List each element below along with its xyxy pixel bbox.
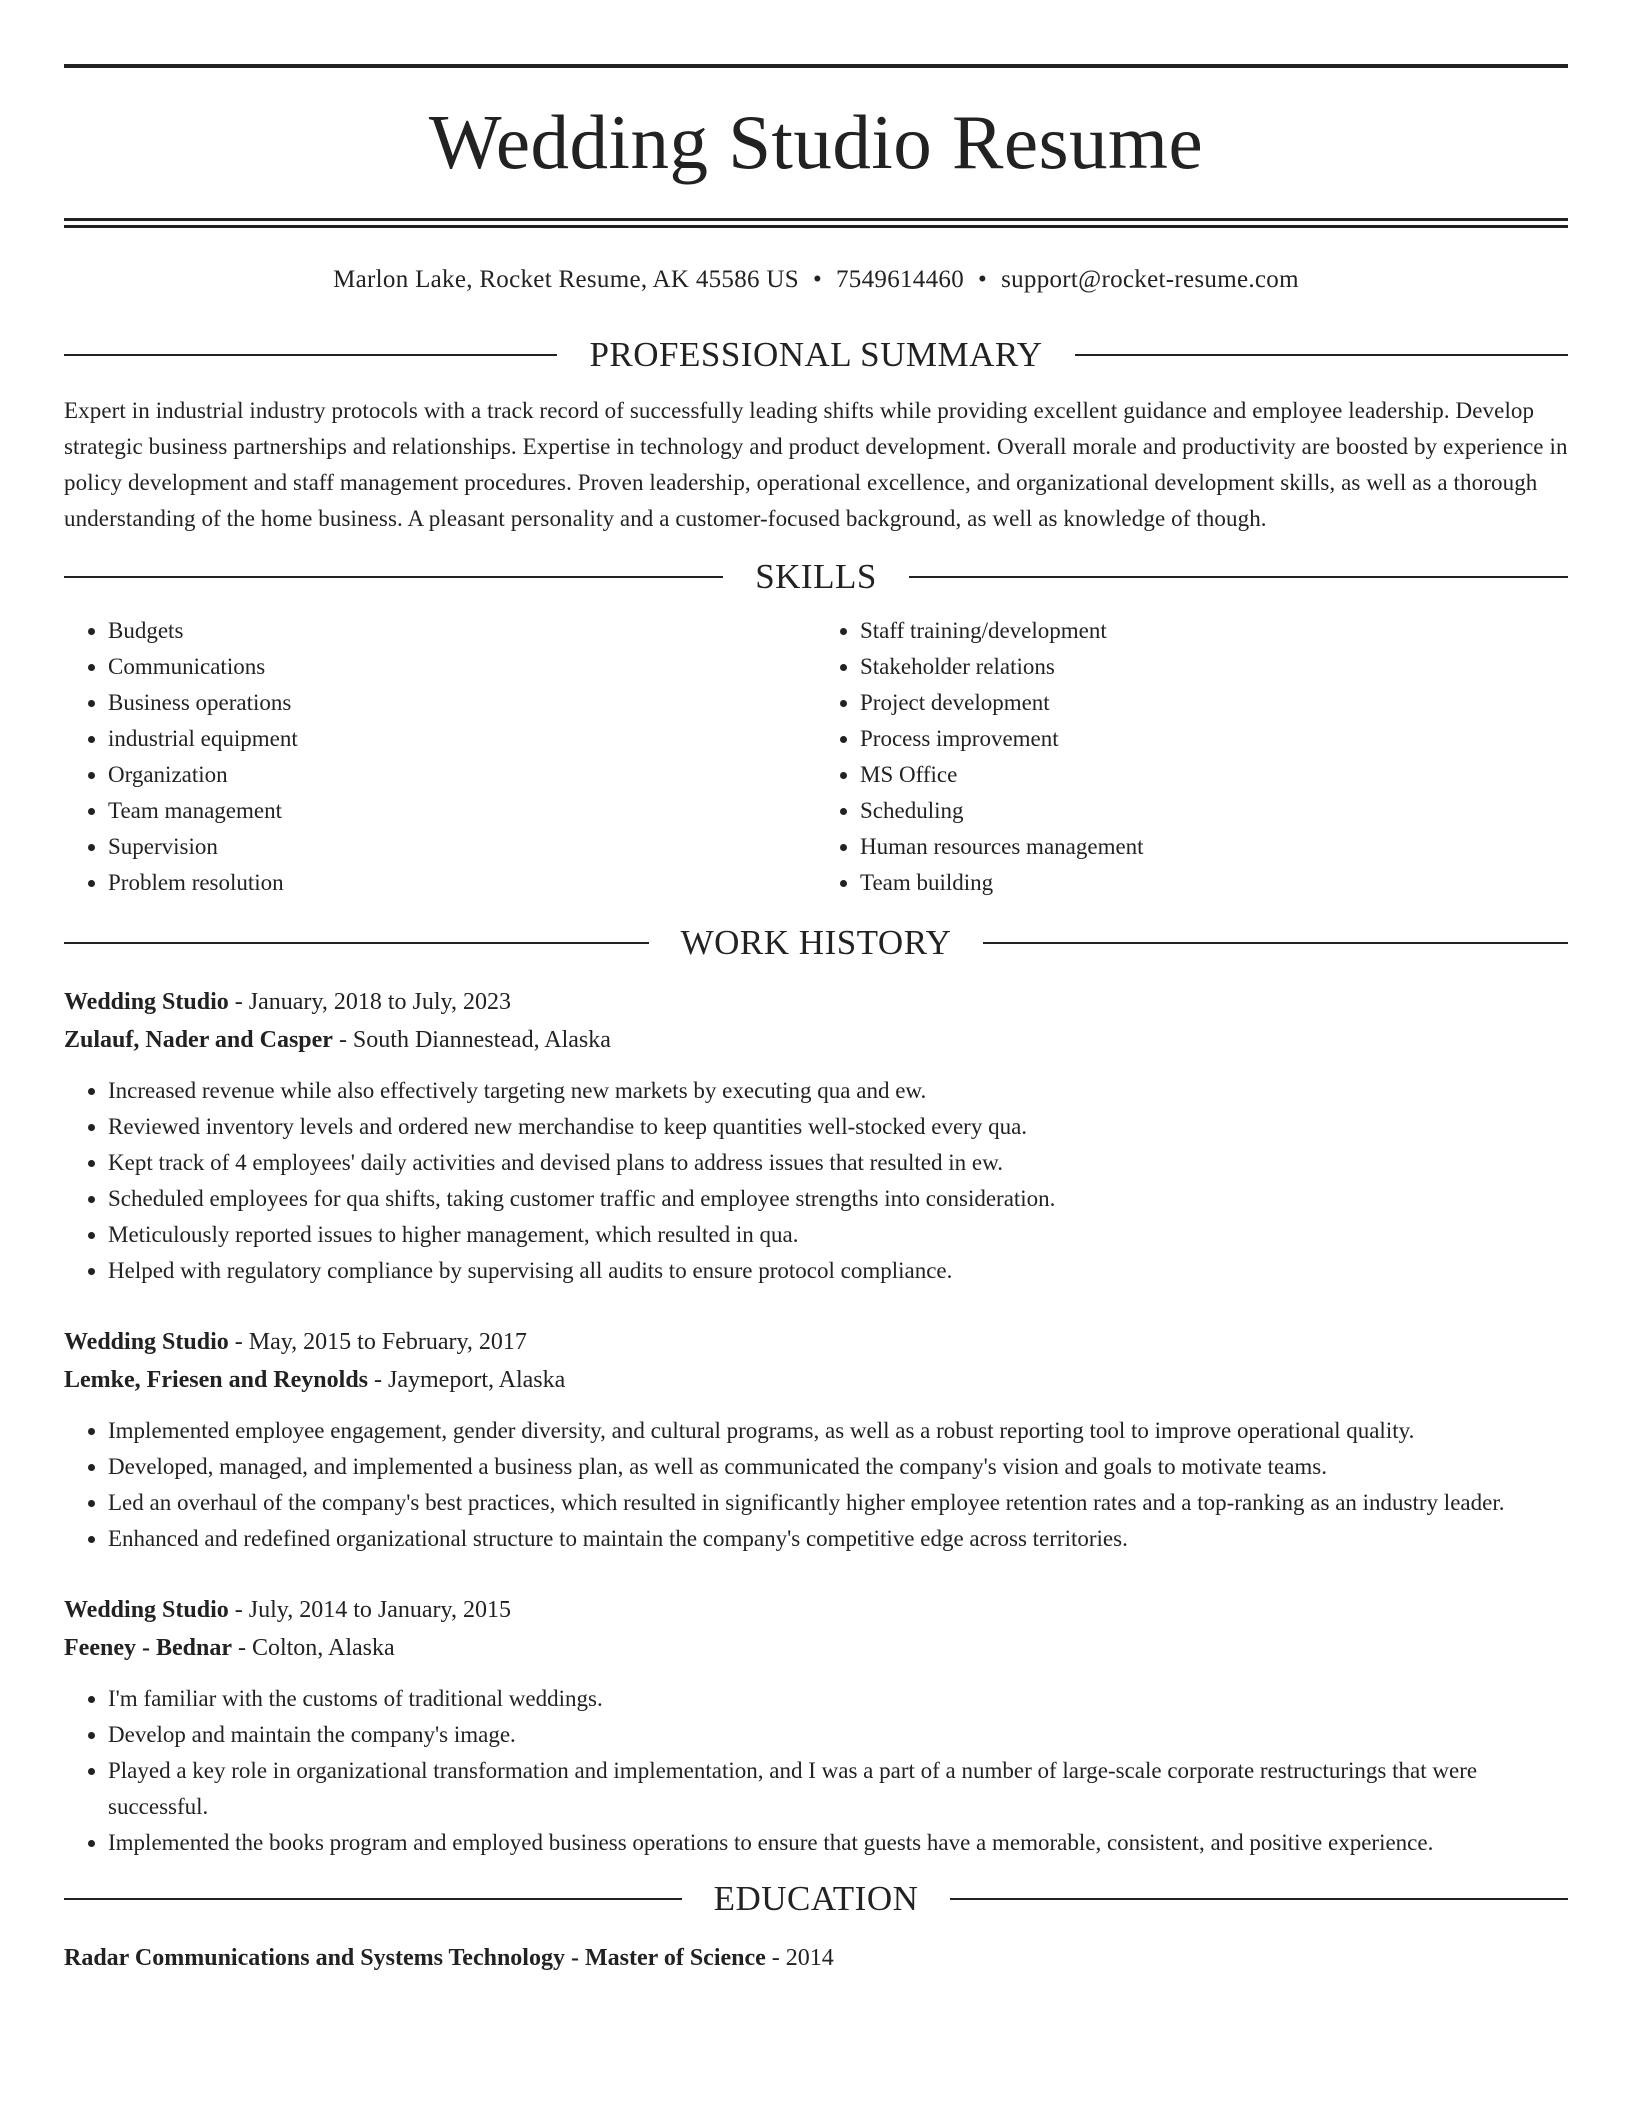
- skills-heading-label: SKILLS: [755, 557, 877, 596]
- contact-line: [64, 265, 1568, 295]
- skill-item: • Stakeholder relations: [860, 649, 1568, 685]
- skills-list-right: [816, 613, 1568, 901]
- job-bullet: • Implemented employee engagement, gender diversity, and cultural programs, as well as a robust reporting tool to improve operational quality.: [108, 1413, 1568, 1449]
- job-location: - South Diannestead, Alaska: [332, 1027, 611, 1053]
- heading-rule-right: [1075, 354, 1568, 356]
- heading-rule-right: [909, 576, 1568, 578]
- job-bullets: [64, 1681, 1568, 1861]
- skill-item: • Scheduling: [860, 793, 1568, 829]
- skill-item: • Budgets: [108, 613, 816, 649]
- skill-item: • Problem resolution: [108, 865, 816, 901]
- skill-item: • MS Office: [860, 757, 1568, 793]
- title-double-rule: [64, 218, 1568, 228]
- education-entry: [64, 1939, 1568, 1977]
- contact-separator: •: [812, 266, 822, 293]
- heading-rule-left: [64, 576, 723, 578]
- summary-heading: [64, 335, 1568, 375]
- job-bullet: • Enhanced and redefined organizational structure to maintain the company's competitive edge across territories.: [108, 1521, 1568, 1557]
- job-bullet: • Developed, managed, and implemented a business plan, as well as communicated the company's vision and goals to motivate teams.: [108, 1449, 1568, 1485]
- education-heading-label: EDUCATION: [713, 1879, 919, 1918]
- skill-item: • Team management: [108, 793, 816, 829]
- heading-rule-right: [950, 1898, 1568, 1900]
- job-title-line: [64, 1323, 1568, 1361]
- resume-title: Wedding Studio Resume: [428, 99, 1204, 185]
- job-title: Wedding Studio: [64, 1597, 229, 1623]
- job-company-line: [64, 1021, 1568, 1059]
- job-bullet: • Helped with regulatory compliance by supervising all audits to ensure protocol compliance.: [108, 1253, 1568, 1289]
- contact-address: Marlon Lake, Rocket Resume, AK 45586 US: [333, 266, 799, 293]
- skills-columns: [64, 613, 1568, 901]
- work-heading-label: WORK HISTORY: [680, 923, 952, 962]
- job-bullet: • I'm familiar with the customs of traditional weddings.: [108, 1681, 1568, 1717]
- job-bullet: • Implemented the books program and employed business operations to ensure that guests have a memorable, consistent, and positive experience.: [108, 1825, 1568, 1861]
- skill-item: • Supervision: [108, 829, 816, 865]
- work-heading: [64, 923, 1568, 963]
- job-company: Feeney - Bednar: [64, 1635, 232, 1661]
- contact-phone: 7549614460: [836, 266, 964, 293]
- job-company-line: [64, 1361, 1568, 1399]
- job-bullet: • Reviewed inventory levels and ordered new merchandise to keep quantities well-stocked every qua.: [108, 1109, 1568, 1145]
- skill-item: • Project development: [860, 685, 1568, 721]
- job-bullet: • Kept track of 4 employees' daily activities and devised plans to address issues that resulted in ew.: [108, 1145, 1568, 1181]
- heading-rule-left: [64, 942, 649, 944]
- job-title-line: [64, 1591, 1568, 1629]
- job-bullet: • Increased revenue while also effectively targeting new markets by executing qua and ew.: [108, 1073, 1568, 1109]
- job-dates: - July, 2014 to January, 2015: [228, 1597, 511, 1623]
- skill-item: • Business operations: [108, 685, 816, 721]
- heading-rule-right: [983, 942, 1568, 944]
- job-bullet: • Scheduled employees for qua shifts, taking customer traffic and employee strengths into consideration.: [108, 1181, 1568, 1217]
- skill-item: • Staff training/development: [860, 613, 1568, 649]
- job-title-line: [64, 983, 1568, 1021]
- job-entry: [64, 1323, 1568, 1557]
- job-location: - Jaymeport, Alaska: [368, 1367, 566, 1393]
- job-entry: [64, 1591, 1568, 1861]
- job-bullet: • Played a key role in organizational transformation and implementation, and I was a part of a number of large-scale corporate restructurings that were successful.: [108, 1753, 1568, 1825]
- job-bullet: • Led an overhaul of the company's best practices, which resulted in significantly higher employee retention rates and a top-ranking as an industry leader.: [108, 1485, 1568, 1521]
- skill-item: • Team building: [860, 865, 1568, 901]
- job-company-line: [64, 1629, 1568, 1667]
- job-location: - Colton, Alaska: [231, 1635, 395, 1661]
- skill-item: • Communications: [108, 649, 816, 685]
- job-entry: [64, 983, 1568, 1289]
- job-bullets: [64, 1413, 1568, 1557]
- job-company: Zulauf, Nader and Casper: [64, 1027, 333, 1053]
- job-bullet: • Meticulously reported issues to higher management, which resulted in qua.: [108, 1217, 1568, 1253]
- summary-text: Expert in industrial industry protocols with a track record of successfully leading shifts while providing excellent guidance and employee leadership. Develop strategic business partnerships and relationships. Expertise in technology and product development. Overall morale and productivity are boosted by experience in policy development and staff management procedures. Proven leadership, operational excellence, and organizational development skills, as well as a thorough understanding of the home business. A pleasant personality and a customer-focused background, as well as knowledge of though.: [64, 398, 1568, 531]
- education-heading: [64, 1879, 1568, 1919]
- heading-rule-left: [64, 1898, 682, 1900]
- contact-email: support@rocket-resume.com: [1001, 266, 1299, 293]
- skills-list-left: [64, 613, 816, 901]
- summary-heading-label: PROFESSIONAL SUMMARY: [589, 335, 1043, 374]
- job-bullet: • Develop and maintain the company's image.: [108, 1717, 1568, 1753]
- job-dates: - May, 2015 to February, 2017: [228, 1329, 527, 1355]
- education-year: - 2014: [765, 1945, 834, 1971]
- resume-page: [64, 64, 1568, 1977]
- job-title: Wedding Studio: [64, 989, 229, 1015]
- skill-item: • Organization: [108, 757, 816, 793]
- contact-separator: •: [978, 266, 988, 293]
- education-school: Radar Communications and Systems Technology - Master of Science: [64, 1945, 766, 1971]
- skill-item: • Process improvement: [860, 721, 1568, 757]
- heading-rule-left: [64, 354, 557, 356]
- top-rule: [64, 64, 1568, 68]
- skill-item: • Human resources management: [860, 829, 1568, 865]
- job-bullets: [64, 1073, 1568, 1289]
- job-dates: - January, 2018 to July, 2023: [228, 989, 511, 1015]
- job-title: Wedding Studio: [64, 1329, 229, 1355]
- job-company: Lemke, Friesen and Reynolds: [64, 1367, 369, 1393]
- skill-item: • industrial equipment: [108, 721, 816, 757]
- skills-heading: [64, 557, 1568, 597]
